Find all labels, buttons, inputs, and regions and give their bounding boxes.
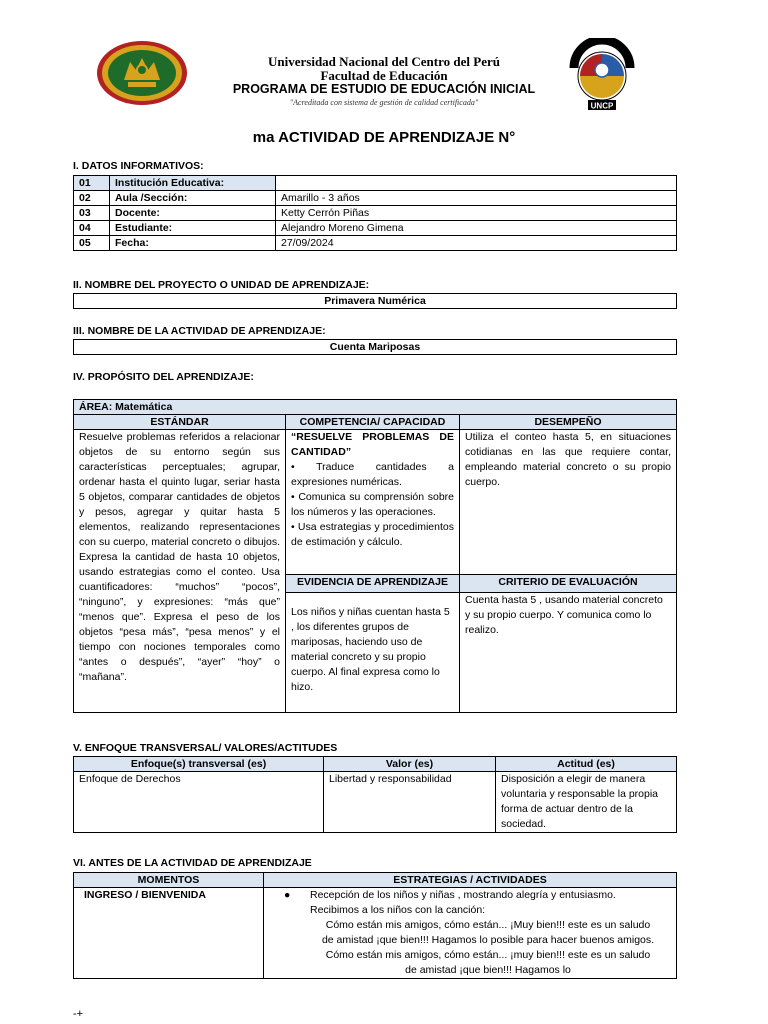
table-row [74,236,677,251]
competencia-item: • Traduce cantidades a expresiones numéricas. [291,461,454,488]
strategy-line: Recepción de los niños y niñas , mostrando alegría y entusiasmo. [310,889,616,901]
row-label: Docente: [110,206,276,221]
row-value: 27/09/2024 [276,236,677,251]
estandar-header: ESTÁNDAR [74,415,286,430]
row-label: Fecha: [110,236,276,251]
criterio-header: CRITERIO DE EVALUACIÓN [460,575,677,593]
datos-table [73,175,677,251]
section-1-heading: I. DATOS INFORMATIVOS: [73,160,204,172]
competencia-header: COMPETENCIA/ CAPACIDAD [286,415,460,430]
actitud-value: Disposición a elegir de manera voluntaria y responsable la propia forma de actuar dentro de la sociedad. [496,772,677,833]
area-label: ÁREA: Matemática [74,400,677,415]
motto: "Acreditada con sistema de gestión de calidad certificada" [289,98,479,107]
strategy-line: Recibimos a los niños con la canción: [310,904,486,916]
competencia-title: “RESUELVE PROBLEMAS DE CANTIDAD” [291,431,454,458]
momentos-header: MOMENTOS [74,873,264,888]
row-label: Aula /Sección: [110,191,276,206]
evidencia-text: Los niños y niñas cuentan hasta 5 , los diferentes grupos de mariposas, haciendo uso de material concreto y su propio cuerpo. Al final expresa como lo hizo. [286,592,460,712]
section-5-heading: V. ENFOQUE TRANSVERSAL/ VALORES/ACTITUDES [73,742,338,754]
competencia-cell [286,430,460,575]
page-title: ma ACTIVIDAD DE APRENDIZAJE N° [252,129,516,146]
estrategias-cell [264,888,677,979]
enfoque-value: Enfoque de Derechos [74,772,324,833]
criterio-text: Cuenta hasta 5 , usando material concreto y su propio cuerpo. Y comunica como lo realizo. [460,592,677,712]
svg-text:UNCP: UNCP [590,101,614,111]
program-name: PROGRAMA DE ESTUDIO DE EDUCACIÓN INICIAL [232,82,536,96]
activity-name: Cuenta Mariposas [73,339,677,355]
footer-mark: -+ [73,1008,84,1020]
row-value [276,176,677,191]
actitud-header: Actitud (es) [496,757,677,772]
list-item [284,888,671,903]
enfoque-table [73,756,677,833]
row-num: 01 [74,176,110,191]
row-label: Institución Educativa: [110,176,276,191]
proposito-table [73,399,677,713]
row-value: Ketty Cerrón Piñas [276,206,677,221]
university-name: Universidad Nacional del Centro del Perú [268,54,500,69]
row-value: Amarillo - 3 años [276,191,677,206]
row-value: Alejandro Moreno Gimena [276,221,677,236]
competencia-item: • Usa estrategias y procedimientos de estimación y cálculo. [291,521,454,548]
row-num: 03 [74,206,110,221]
section-4-heading: IV. PROPÓSITO DEL APRENDIZAJE: [73,371,254,383]
estrategias-header: ESTRATEGIAS / ACTIVIDADES [264,873,677,888]
row-num: 05 [74,236,110,251]
faculty-name: Facultad de Educación [320,68,448,83]
section-2-heading: II. NOMBRE DEL PROYECTO O UNIDAD DE APRENDIZAJE: [73,279,370,291]
enfoque-header: Enfoque(s) transversal (es) [74,757,324,772]
table-row [74,191,677,206]
row-label: Estudiante: [110,221,276,236]
project-name: Primavera Numérica [73,293,677,309]
row-num: 02 [74,191,110,206]
row-num: 04 [74,221,110,236]
section-3-heading: III. NOMBRE DE LA ACTIVIDAD DE APRENDIZAJE: [73,325,326,337]
table-row [74,176,677,191]
valor-value: Libertad y responsabilidad [324,772,496,833]
desempeno-header: DESEMPEÑO [460,415,677,430]
desempeno-text: Utiliza el conteo hasta 5, en situaciones cotidianas en las que requiere contar, empleando material concreto o su propio cuerpo. [460,430,677,575]
section-6-heading: VI. ANTES DE LA ACTIVIDAD DE APRENDIZAJE [73,857,312,869]
song-lyrics: Cómo están mis amigos, cómo están... ¡Muy bien!!! este es un saludo de amistad ¡que bien!!! Hagamos lo posible para hacer buenos amigos. Cómo están mis amigos, cómo están... ¡muy bien!!! este es un saludo de amistad ¡que bien!!! Hagamos lo [321,919,655,976]
momento-ingreso: INGRESO / BIENVENIDA [74,888,264,979]
table-row [74,206,677,221]
bullet-icon: ● [284,889,291,901]
table-row [74,221,677,236]
momentos-table [73,872,677,979]
valor-header: Valor (es) [324,757,496,772]
estandar-text: Resuelve problemas referidos a relacionar objetos de su entorno según sus características perceptuales; agrupar, ordenar hasta el quinto lugar, seriar hasta 5 objetos, comparar cantidades de objetos y pesos, agregar y quitar hasta 5 elementos, realizando representaciones con su cuerpo, material concreto o dibujos. Expresa la cantidad de hasta 10 objetos, usando estrategias como el conteo. Usa cuantificadores: “muchos” “pocos”, “ninguno”, y expresiones: “más que” “menos que”. Expresa el peso de los objetos “pesa más”, “pesa menos” y el tiempo con nociones temporales como “antes o después”, “ayer” “hoy” o “mañana”. [74,430,286,713]
evidencia-header: EVIDENCIA DE APRENDIZAJE [286,575,460,593]
competencia-item: • Comunica su comprensión sobre los números y las operaciones. [291,491,454,518]
